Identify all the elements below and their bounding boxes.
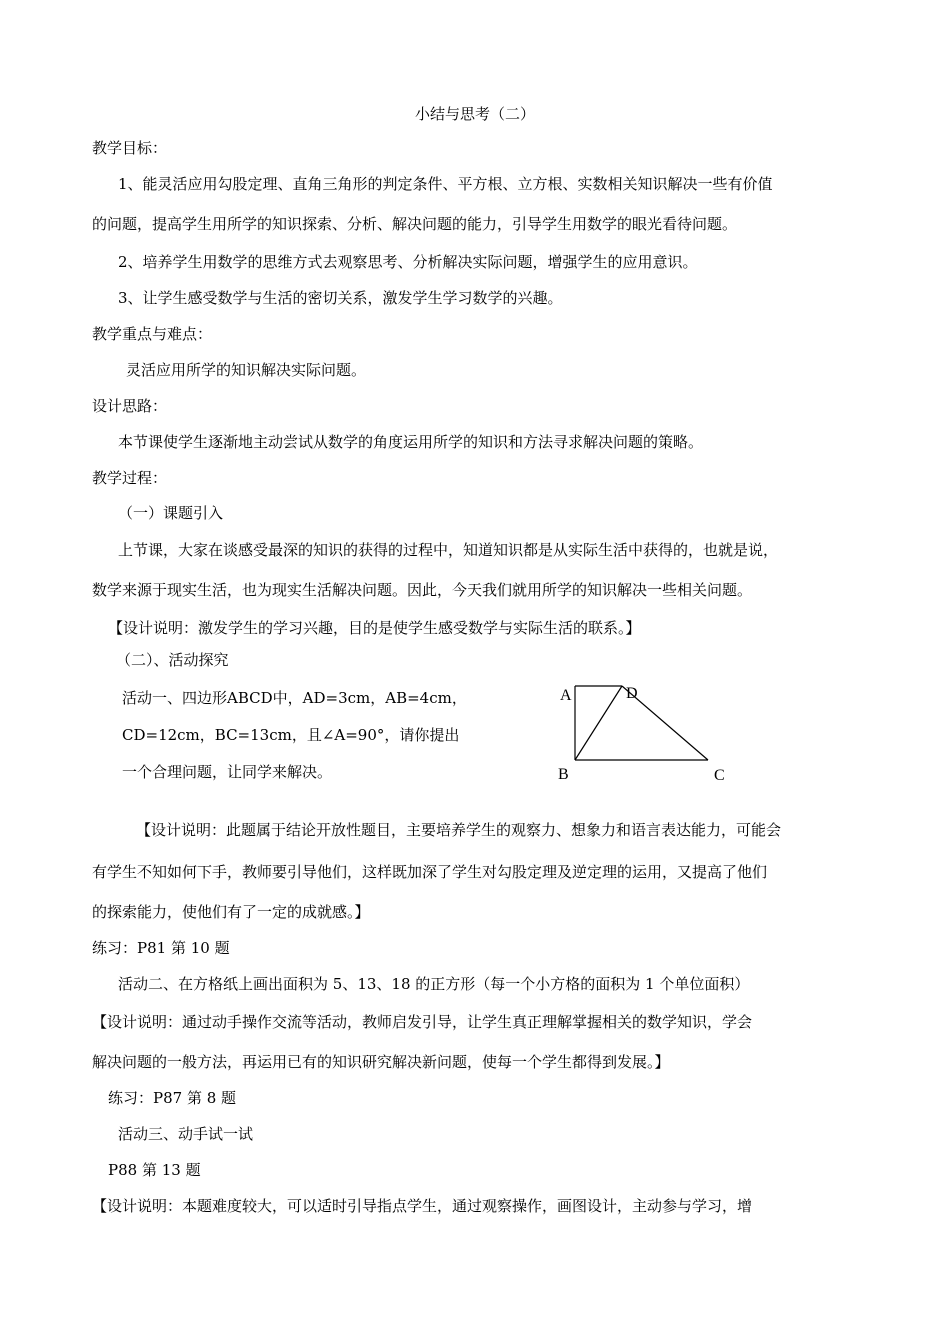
key-points-text: 灵活应用所学的知识解决实际问题。 bbox=[126, 361, 367, 379]
vertex-label-a: A bbox=[560, 687, 572, 704]
exercise-3: P88 第 13 题 bbox=[108, 1161, 201, 1179]
objective-3: 3、让学生感受数学与生活的密切关系，激发学生学习数学的兴趣。 bbox=[118, 289, 563, 307]
part-1-note: 【设计说明：激发学生的学习兴趣，目的是使学生感受数学与实际生活的联系。】 bbox=[108, 619, 641, 637]
diagonal-bd bbox=[575, 686, 622, 760]
objective-2: 2、培养学生用数学的思维方式去观察思考、分析解决实际问题，增强学生的应用意识。 bbox=[118, 253, 698, 271]
process-heading: 教学过程： bbox=[92, 469, 168, 487]
design-idea-heading: 设计思路： bbox=[92, 397, 168, 415]
activity-3: 活动三、动手试一试 bbox=[118, 1125, 254, 1143]
activity-1-line-1: 活动一、四边形ABCD中，AD=3cm，AB=4cm， bbox=[122, 689, 467, 707]
objectives-heading: 教学目标： bbox=[92, 139, 168, 157]
note-1-line-3: 的探索能力，使他们有了一定的成就感。】 bbox=[92, 903, 370, 921]
note-2-line-2: 解决问题的一般方法，再运用已有的知识研究解决新问题，使每一个学生都得到发展。】 bbox=[92, 1053, 670, 1071]
activity-1-line-2: CD=12cm，BC=13cm，且∠A=90°，请你提出 bbox=[122, 726, 460, 744]
design-idea-text: 本节课使学生逐渐地主动尝试从数学的角度运用所学的知识和方法寻求解决问题的策略。 bbox=[118, 433, 704, 451]
vertex-label-b: B bbox=[558, 766, 569, 783]
quadrilateral-diagram bbox=[550, 678, 740, 788]
vertex-label-d: D bbox=[626, 685, 638, 702]
activity-1-line-3: 一个合理问题，让同学来解决。 bbox=[122, 763, 333, 781]
part-1-line-1: 上节课，大家在谈感受最深的知识的获得的过程中，知道知识都是从实际生活中获得的，也就是说， bbox=[118, 541, 779, 559]
part-1-heading: （一）课题引入 bbox=[118, 504, 224, 522]
note-1-line-1: 【设计说明：此题属于结论开放性题目，主要培养学生的观察力、想象力和语言表达能力，可能会 bbox=[136, 821, 782, 839]
activity-2: 活动二、在方格纸上画出面积为 5、13、18 的正方形（每一个小方格的面积为 1 个单位面积） bbox=[118, 975, 750, 993]
exercise-1: 练习：P81 第 10 题 bbox=[92, 939, 230, 957]
note-3-line-1: 【设计说明：本题难度较大，可以适时引导指点学生，通过观察操作，画图设计，主动参与学习，增 bbox=[92, 1197, 753, 1215]
quadrilateral-figure bbox=[550, 678, 740, 788]
objective-1-line-2: 的问题，提高学生用所学的知识探索、分析、解决问题的能力，引导学生用数学的眼光看待问题。 bbox=[92, 215, 738, 233]
key-points-heading: 教学重点与难点： bbox=[92, 325, 213, 343]
part-2-heading: （二）、活动探究 bbox=[116, 651, 229, 669]
exercise-2: 练习：P87 第 8 题 bbox=[108, 1089, 237, 1107]
objective-1-line-1: 1、能灵活应用勾股定理、直角三角形的判定条件、平方根、立方根、实数相关知识解决一些有价值 bbox=[118, 175, 773, 193]
note-1-line-2: 有学生不知如何下手，教师要引导他们，这样既加深了学生对勾股定理及逆定理的运用，又提高了他们 bbox=[92, 863, 768, 881]
note-2-line-1: 【设计说明：通过动手操作交流等活动，教师启发引导，让学生真正理解掌握相关的数学知识，学会 bbox=[92, 1013, 753, 1031]
vertex-label-c: C bbox=[714, 767, 725, 784]
document-title: 小结与思考（二） bbox=[414, 105, 535, 123]
part-1-line-2: 数学来源于现实生活，也为现实生活解决问题。因此，今天我们就用所学的知识解决一些相关问题。 bbox=[92, 581, 753, 599]
